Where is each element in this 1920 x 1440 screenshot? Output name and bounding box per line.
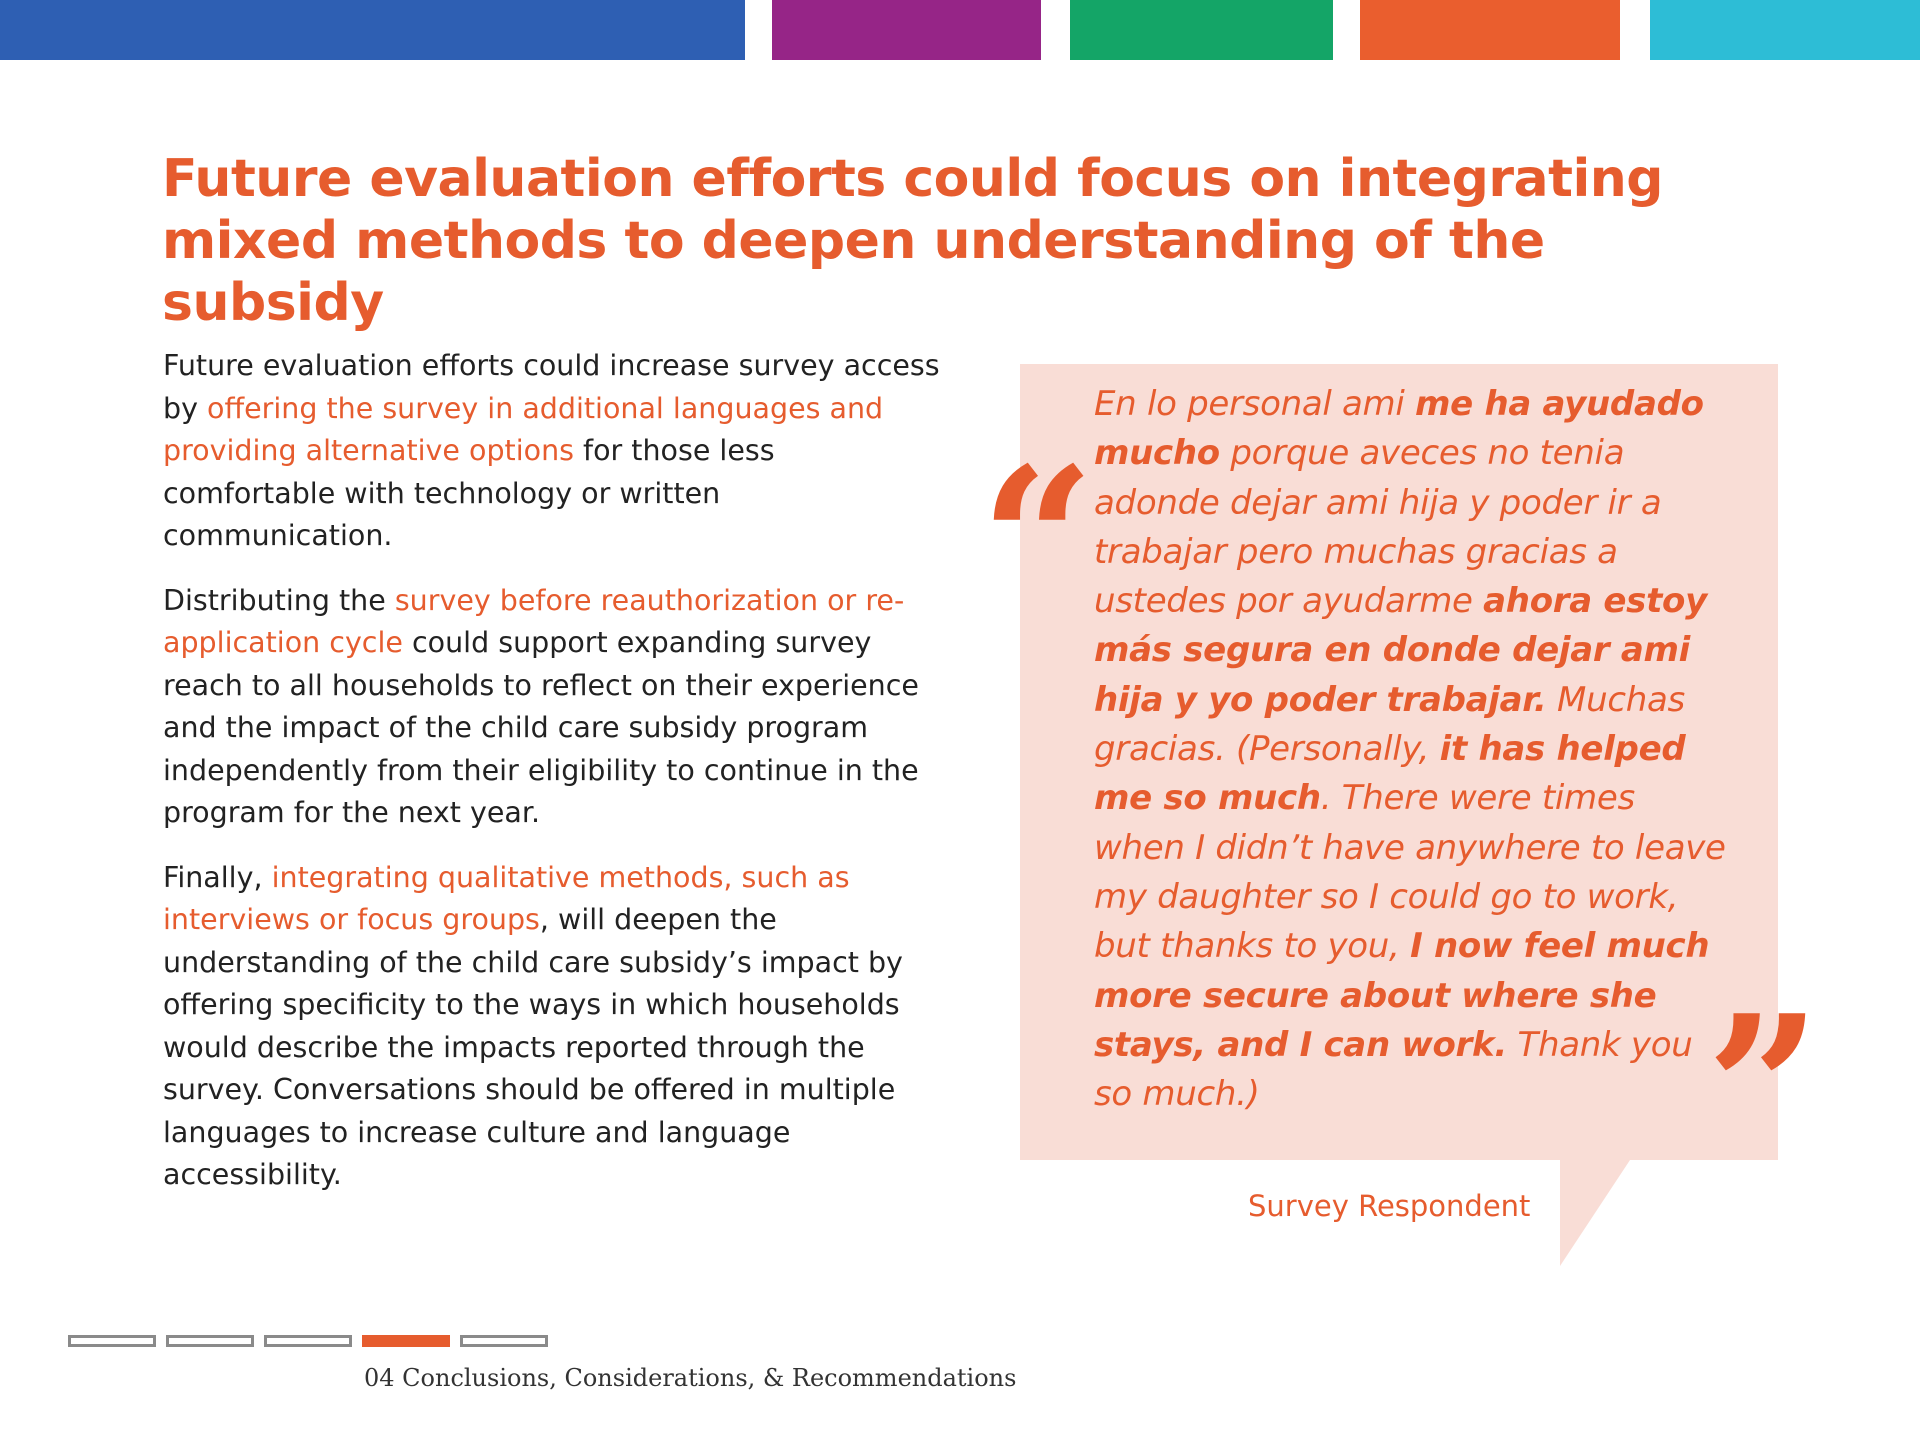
quote-attribution: Survey Respondent <box>1248 1189 1531 1223</box>
paragraph-2-text-end: could support expanding survey reach to all households to reflect on their experience and the impact of the child care subsidy program independently from their eligibility to continue in the program for the next year. <box>163 626 919 829</box>
quote-segment: Muchas gracias. (Personally, <box>1094 679 1685 770</box>
paragraph-2-text: Distributing the <box>163 583 395 617</box>
progress-segment-1 <box>68 1335 156 1347</box>
paragraph-2-highlight: survey before reauthorization or re-application cycle <box>163 583 905 659</box>
quote-segment: porque aveces no tenia adonde dejar ami hija y poder ir a trabajar pero muchas gracias a ustedes por ayudarme <box>1094 433 1662 622</box>
progress-segment-2 <box>166 1335 254 1347</box>
testimonial-quote <box>1094 380 1734 1119</box>
paragraph-1-highlight: offering the survey in additional languages and providing alternative options <box>163 391 884 467</box>
paragraph-3-text-end: , will deepen the understanding of the child care subsidy’s impact by offering specificity to the ways in which households would describe the impacts reported through the survey. Conversations should be offered in multiple languages to increase culture and language accessibility. <box>163 903 903 1191</box>
close-quote-icon: ” <box>1706 972 1822 1207</box>
paragraph-3-highlight: integrating qualitative methods, such as interviews or focus groups <box>163 860 850 936</box>
page-title: Future evaluation efforts could focus on integrating mixed methods to deepen understanding of the subsidy <box>162 149 1664 333</box>
quote-segment: . There were times when I didn’t have anywhere to leave my daughter so I could go to work, but thanks to you, <box>1094 778 1726 967</box>
paragraph-1-text: Future evaluation efforts could increase survey access by <box>163 349 940 425</box>
paragraph-1 <box>163 345 943 558</box>
paragraph-3-text: Finally, <box>163 860 272 894</box>
quote-emphasis: ahora estoy más segura en donde dejar ami hija y yo poder trabajar. <box>1094 581 1707 720</box>
color-bar-purple <box>772 0 1041 60</box>
quote-emphasis: it has helped me so much <box>1094 729 1686 819</box>
paragraph-2 <box>163 580 943 835</box>
quote-emphasis: I now feel much more secure about where she stays, and I can work. <box>1094 926 1710 1065</box>
progress-segment-4-current <box>362 1335 450 1347</box>
quote-emphasis: me ha ayudado mucho <box>1094 384 1704 474</box>
color-bar-cyan <box>1650 0 1920 60</box>
progress-segment-5 <box>460 1335 548 1347</box>
paragraph-1-text-end: for those less comfortable with technology or written communication. <box>163 434 775 552</box>
color-bar-blue <box>0 0 745 60</box>
open-quote-icon: “ <box>980 424 1096 659</box>
quote-segment: Thank you so much.) <box>1094 1024 1693 1115</box>
color-bar-green <box>1070 0 1333 60</box>
body-text <box>163 345 943 1219</box>
progress-segment-3 <box>264 1335 352 1347</box>
paragraph-3 <box>163 857 943 1197</box>
quote-segment: En lo personal ami <box>1094 384 1416 424</box>
color-bar-orange <box>1360 0 1620 60</box>
section-label: 04 Conclusions, Considerations, & Recommendations <box>364 1364 1017 1392</box>
